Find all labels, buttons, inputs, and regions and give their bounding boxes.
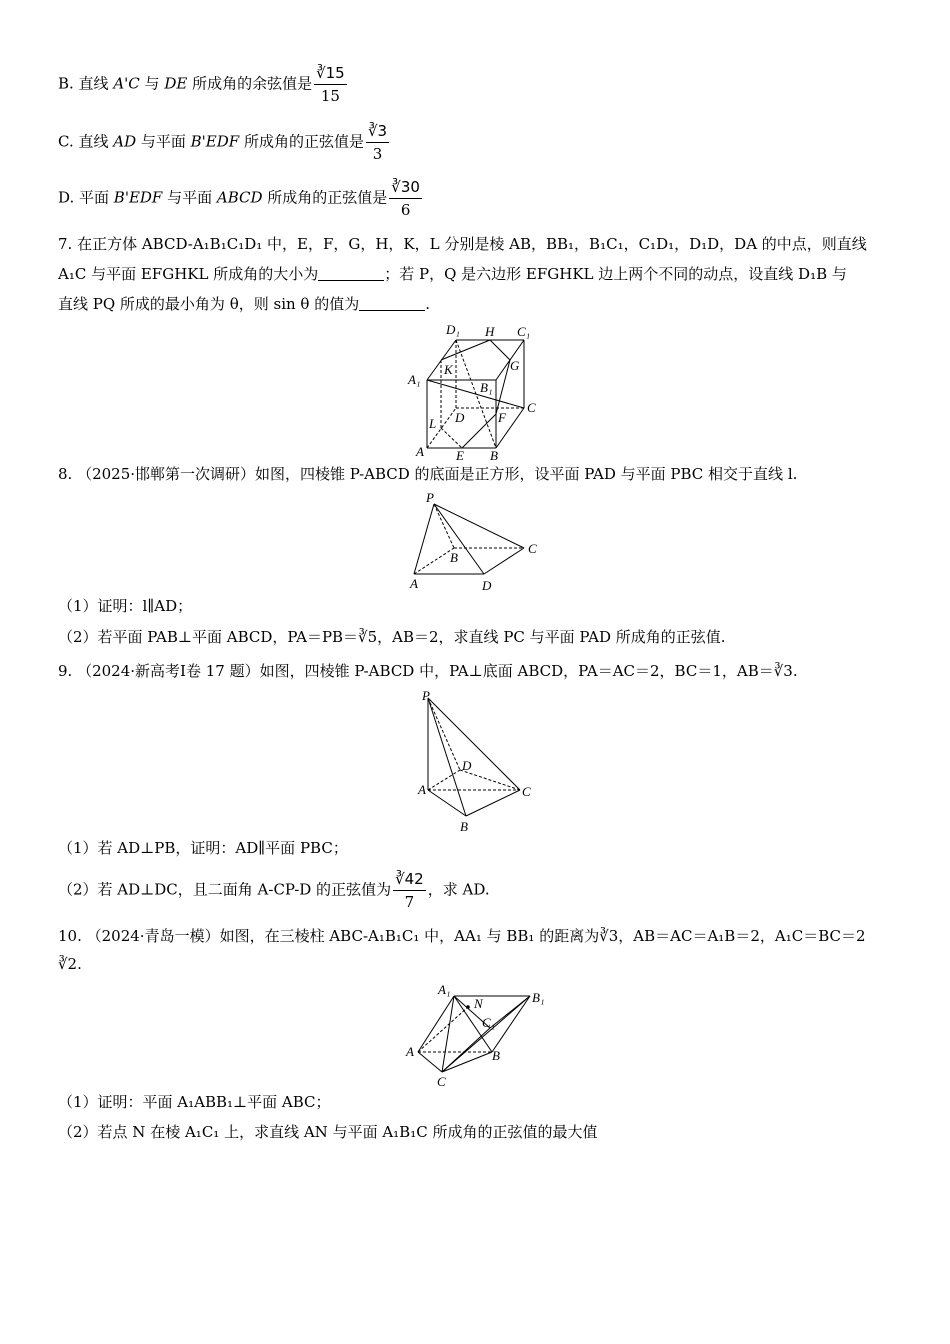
- option-d-fraction: [389, 176, 422, 221]
- hex-hg: [490, 340, 510, 360]
- option-c-fraction: [366, 120, 389, 165]
- option-d-line2: ABCD: [216, 188, 263, 207]
- q9-fraction-denominator: 7: [404, 893, 415, 911]
- q8-line1: 8. （2025·邯郸第一次调研）如图，四棱锥 P-ABCD 的底面是正方形，设平面 PAD 与平面 PBC 相交于直线 l.: [58, 465, 798, 483]
- q9-part1: （1）若 AD⊥PB，证明：AD∥平面 PBC；: [58, 839, 348, 857]
- q7-cube-figure: [400, 318, 550, 466]
- edge-ad: [428, 770, 460, 790]
- option-d-numerator: ∛30: [389, 176, 422, 199]
- label-p: P: [426, 490, 434, 505]
- q10-prism-figure: [400, 980, 550, 1090]
- q9-part2a: （2）若 AD⊥DC，且二面角 A-CP-D 的正弦值为: [58, 880, 392, 899]
- label-a: A: [416, 444, 424, 459]
- edge-pc: [434, 504, 524, 548]
- option-c-prefix: C. 直线: [58, 132, 114, 151]
- label-e: E: [456, 448, 464, 463]
- label-h: H: [485, 324, 495, 339]
- edge-pa: [414, 504, 434, 574]
- q10-part1: （1）证明：平面 A₁ABB₁⊥平面 ABC；: [58, 1093, 331, 1111]
- option-b: [58, 62, 349, 107]
- edge-a1c: [442, 996, 454, 1072]
- label-k: K: [444, 362, 453, 377]
- option-b-line1: A'C: [113, 74, 140, 93]
- edge-dc: [460, 770, 520, 790]
- q7-line3a: 直线 PQ 所成的最小角为 θ，则 sin θ 的值为: [58, 295, 360, 313]
- option-d-line1: B'EDF: [113, 188, 163, 207]
- label-b: B: [450, 550, 458, 565]
- q10-line2: ∛2.: [58, 955, 82, 973]
- option-c-line2: B'EDF: [190, 132, 240, 151]
- q9-fraction-numerator: ∛42: [393, 868, 426, 891]
- label-c: C: [437, 1074, 446, 1089]
- q7-answer-blank-2: [359, 296, 425, 311]
- option-d: [58, 176, 424, 221]
- q10-part2: （2）若点 N 在棱 A₁C₁ 上，求直线 AN 与平面 A₁B₁C 所成角的正弦值的最大值: [58, 1123, 598, 1141]
- q7-line3b: .: [425, 295, 430, 313]
- label-a1: A₁: [408, 372, 421, 387]
- label-b: B: [460, 819, 468, 834]
- option-d-denominator: 6: [400, 201, 411, 219]
- label-d1: D₁: [446, 322, 460, 337]
- edge-pd: [434, 504, 484, 574]
- edge-ab: [428, 790, 466, 816]
- label-c1: C₁: [482, 1015, 496, 1030]
- option-b-text2: 所成角的余弦值是: [187, 74, 313, 93]
- q7-line1: 7. 在正方体 ABCD-A₁B₁C₁D₁ 中，E，F，G，H，K，L 分别是棱 AB，BB₁，B₁C₁，C₁D₁，D₁D，DA 的中点，则直线: [58, 235, 867, 253]
- point-n: [466, 1005, 470, 1009]
- label-c: C: [527, 400, 536, 415]
- label-c: C: [522, 784, 531, 799]
- edge-cb1: [442, 996, 530, 1072]
- option-c: [58, 120, 391, 165]
- option-c-text1: 与平面: [136, 132, 191, 151]
- q7-line2b: ；若 P，Q 是六边形 EFGHKL 边上两个不同的动点，设直线 D₁B 与: [384, 265, 847, 283]
- hex-fe: [462, 414, 496, 448]
- edge-ac: [418, 1052, 442, 1072]
- label-d: D: [482, 578, 492, 593]
- label-g: G: [510, 358, 520, 373]
- option-b-prefix: B. 直线: [58, 74, 114, 93]
- edge-cb: [442, 1052, 492, 1072]
- label-f: F: [498, 410, 506, 425]
- label-n: N: [474, 996, 483, 1011]
- q7-line2a: A₁C 与平面 EFGHKL 所成角的大小为: [58, 265, 319, 283]
- label-d: D: [455, 410, 465, 425]
- q9-part2b: ，求 AD.: [427, 880, 490, 899]
- option-d-prefix: D. 平面: [58, 188, 114, 207]
- q8-part1: （1）证明：l∥AD；: [58, 597, 193, 615]
- label-c1: C₁: [517, 324, 531, 339]
- option-b-text1: 与: [139, 74, 165, 93]
- label-a: A: [418, 782, 426, 797]
- label-b: B: [490, 448, 498, 463]
- q10-line1: 10. （2024·青岛一模）如图，在三棱柱 ABC-A₁B₁C₁ 中，AA₁ 与 BB₁ 的距离为∛3，AB＝AC＝A₁B＝2，A₁C＝BC＝2: [58, 927, 866, 945]
- option-b-fraction: [314, 62, 347, 107]
- option-b-denominator: 15: [320, 87, 340, 105]
- option-d-text1: 与平面: [162, 188, 217, 207]
- edge-bc: [466, 790, 520, 816]
- q7-line3: [58, 294, 430, 314]
- label-b1: B₁: [532, 990, 545, 1005]
- label-p: P: [422, 688, 430, 703]
- edge-dc: [484, 548, 524, 574]
- option-c-denominator: 3: [372, 145, 383, 163]
- q9-line1: 9. （2024·新高考Ⅰ卷 17 题）如图，四棱锥 P-ABCD 中，PA⊥底面 ABCD，PA＝AC＝2，BC＝1，AB＝∛3.: [58, 662, 798, 680]
- q9-part2: [58, 868, 490, 913]
- option-b-numerator: ∛15: [314, 62, 347, 85]
- label-a: A: [406, 1044, 414, 1059]
- option-c-line1: AD: [113, 132, 137, 151]
- hex-le: [441, 428, 462, 448]
- hex-gf: [496, 360, 510, 414]
- q7-line2: [58, 264, 847, 284]
- edge-pb: [428, 698, 466, 816]
- label-c: C: [528, 541, 537, 556]
- label-b1: B₁: [480, 380, 493, 395]
- label-b: B: [492, 1048, 500, 1063]
- edge-pc: [428, 698, 520, 790]
- option-c-numerator: ∛3: [366, 120, 389, 143]
- q7-answer-blank-1: [318, 266, 384, 281]
- label-d: D: [462, 758, 472, 773]
- label-a1: A₁: [438, 982, 451, 997]
- option-b-line2: DE: [164, 74, 188, 93]
- edge-pb: [434, 504, 454, 548]
- option-d-text2: 所成角的正弦值是: [262, 188, 388, 207]
- label-l: L: [429, 416, 437, 431]
- q9-pyramid-figure: [410, 686, 540, 836]
- q8-pyramid-figure: [400, 488, 550, 593]
- label-a: A: [410, 576, 418, 591]
- option-c-text2: 所成角的正弦值是: [239, 132, 364, 151]
- q8-part2: （2）若平面 PAB⊥平面 ABCD，PA＝PB＝∛5，AB＝2，求直线 PC 与平面 PAD 所成角的正弦值.: [58, 628, 726, 646]
- edge-pd: [428, 698, 460, 770]
- q9-fraction: [393, 868, 426, 913]
